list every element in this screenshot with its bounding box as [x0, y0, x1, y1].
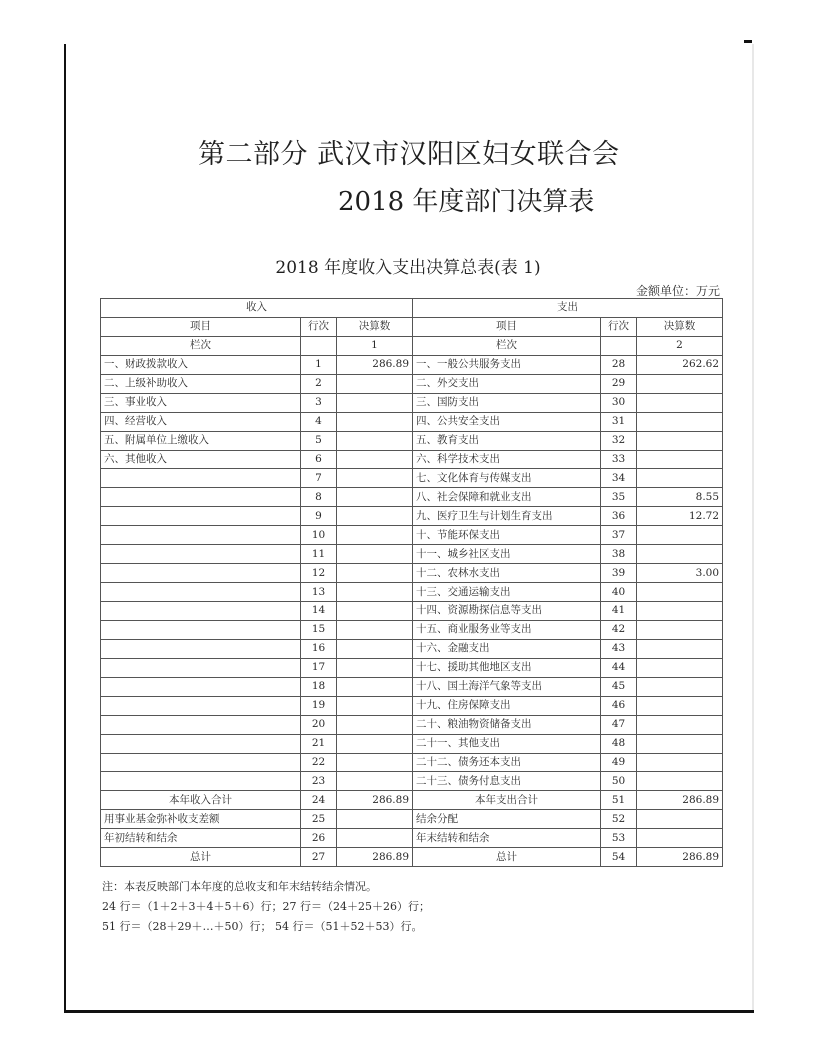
table-row — [101, 469, 723, 488]
income-rowno-cell: 7 — [301, 469, 337, 488]
scan-page-left-edge — [64, 44, 66, 1012]
income-section-header: 收入 — [101, 299, 413, 318]
expense-summary-item-cell: 年末结转和结余 — [413, 829, 601, 848]
income-item-cell — [101, 734, 301, 753]
income-amount-cell — [337, 450, 413, 469]
table-title: 2018 年度收入支出决算总表(表 1) — [275, 258, 541, 278]
income-amount-cell — [337, 469, 413, 488]
table-row — [101, 412, 723, 431]
income-amount-cell — [337, 734, 413, 753]
table-row — [101, 564, 723, 583]
expense-amount-cell — [637, 753, 723, 772]
income-item-cell: 六、其他收入 — [101, 450, 301, 469]
income-amount-cell — [337, 393, 413, 412]
expense-item-cell: 二、外交支出 — [413, 374, 601, 393]
expense-summary-amount-cell: 286.89 — [637, 791, 723, 810]
expense-amount-header: 决算数 — [637, 317, 723, 336]
expense-item-cell: 二十二、债务还本支出 — [413, 753, 601, 772]
expense-item-cell: 二十一、其他支出 — [413, 734, 601, 753]
expense-item-cell: 七、文化体育与传媒支出 — [413, 469, 601, 488]
scan-corner-mark — [744, 40, 752, 43]
income-item-cell — [101, 715, 301, 734]
income-summary-amount-cell — [337, 829, 413, 848]
expense-amount-cell — [637, 431, 723, 450]
income-amount-cell — [337, 431, 413, 450]
income-rowno-header: 行次 — [301, 317, 337, 336]
document-subtitle: 2018 年度部门决算表 — [338, 187, 595, 217]
expense-rowno-cell: 38 — [601, 545, 637, 564]
income-summary-item-cell: 年初结转和结余 — [101, 829, 301, 848]
income-amount-cell — [337, 507, 413, 526]
expense-summary-item-cell: 结余分配 — [413, 810, 601, 829]
income-item-cell — [101, 677, 301, 696]
expense-amount-cell — [637, 469, 723, 488]
table-row — [101, 715, 723, 734]
expense-amount-cell — [637, 696, 723, 715]
header-row-sections — [101, 299, 723, 318]
expense-rowno-cell: 32 — [601, 431, 637, 450]
summary-row — [101, 791, 723, 810]
table-row — [101, 450, 723, 469]
table-row — [101, 696, 723, 715]
expense-rowno-cell: 42 — [601, 620, 637, 639]
expense-rowno-blank — [601, 336, 637, 355]
expense-rowno-cell: 39 — [601, 564, 637, 583]
income-item-cell — [101, 602, 301, 621]
income-amount-cell — [337, 564, 413, 583]
expense-item-header: 项目 — [413, 317, 601, 336]
expense-amount-cell — [637, 545, 723, 564]
income-item-cell: 五、附属单位上缴收入 — [101, 431, 301, 450]
expense-rowno-cell: 45 — [601, 677, 637, 696]
expense-summary-rowno-cell: 51 — [601, 791, 637, 810]
table-row — [101, 431, 723, 450]
table-row — [101, 658, 723, 677]
income-rowno-blank — [301, 336, 337, 355]
income-column-number: 1 — [337, 336, 413, 355]
expense-item-cell: 十三、交通运输支出 — [413, 583, 601, 602]
income-item-cell: 一、财政拨款收入 — [101, 355, 301, 374]
table-row — [101, 393, 723, 412]
expense-item-cell: 十一、城乡社区支出 — [413, 545, 601, 564]
income-amount-cell — [337, 753, 413, 772]
expense-rowno-cell: 33 — [601, 450, 637, 469]
expense-item-cell: 十九、住房保障支出 — [413, 696, 601, 715]
income-amount-cell — [337, 374, 413, 393]
income-amount-cell — [337, 658, 413, 677]
expense-item-cell: 一、一般公共服务支出 — [413, 355, 601, 374]
income-item-cell — [101, 469, 301, 488]
income-rowno-cell: 11 — [301, 545, 337, 564]
document-title: 第二部分 武汉市汉阳区妇女联合会 — [198, 139, 620, 170]
expense-amount-cell: 12.72 — [637, 507, 723, 526]
income-summary-amount-cell — [337, 810, 413, 829]
expense-item-cell: 三、国防支出 — [413, 393, 601, 412]
table-row — [101, 639, 723, 658]
header-row-columns — [101, 317, 723, 336]
expense-amount-cell — [637, 450, 723, 469]
income-amount-cell — [337, 602, 413, 621]
expense-item-cell: 十、节能环保支出 — [413, 526, 601, 545]
expense-summary-amount-cell: 286.89 — [637, 848, 723, 867]
scan-page-bottom-edge — [64, 1010, 754, 1013]
income-amount-cell — [337, 772, 413, 791]
table-row — [101, 677, 723, 696]
table-row — [101, 620, 723, 639]
income-summary-rowno-cell: 27 — [301, 848, 337, 867]
table-row — [101, 374, 723, 393]
income-summary-rowno-cell: 26 — [301, 829, 337, 848]
income-item-cell: 二、上级补助收入 — [101, 374, 301, 393]
expense-amount-cell: 8.55 — [637, 488, 723, 507]
income-summary-amount-cell: 286.89 — [337, 848, 413, 867]
expense-rowno-cell: 50 — [601, 772, 637, 791]
income-rowno-cell: 17 — [301, 658, 337, 677]
income-rowno-cell: 15 — [301, 620, 337, 639]
expense-rowno-cell: 29 — [601, 374, 637, 393]
budget-summary-table — [100, 298, 723, 867]
income-item-cell — [101, 507, 301, 526]
expense-section-header: 支出 — [413, 299, 723, 318]
expense-amount-cell — [637, 412, 723, 431]
income-rowno-cell: 9 — [301, 507, 337, 526]
expense-amount-cell — [637, 374, 723, 393]
expense-item-cell: 十四、资源勘探信息等支出 — [413, 602, 601, 621]
income-amount-header: 决算数 — [337, 317, 413, 336]
expense-item-cell: 十七、援助其他地区支出 — [413, 658, 601, 677]
income-rowno-cell: 8 — [301, 488, 337, 507]
expense-item-cell: 四、公共安全支出 — [413, 412, 601, 431]
expense-summary-rowno-cell: 52 — [601, 810, 637, 829]
income-summary-rowno-cell: 24 — [301, 791, 337, 810]
income-rowno-cell: 16 — [301, 639, 337, 658]
income-summary-rowno-cell: 25 — [301, 810, 337, 829]
expense-column-label: 栏次 — [413, 336, 601, 355]
income-amount-cell — [337, 715, 413, 734]
table-row — [101, 526, 723, 545]
expense-amount-cell — [637, 639, 723, 658]
header-row-column-index — [101, 336, 723, 355]
expense-amount-cell: 262.62 — [637, 355, 723, 374]
income-amount-cell — [337, 412, 413, 431]
table-notes — [102, 877, 722, 937]
income-item-cell — [101, 658, 301, 677]
note-line: 51 行＝（28＋29＋…＋50）行； 54 行＝（51＋52＋53）行。 — [102, 920, 423, 933]
expense-rowno-cell: 36 — [601, 507, 637, 526]
income-amount-cell — [337, 583, 413, 602]
expense-summary-amount-cell — [637, 829, 723, 848]
expense-item-cell: 十五、商业服务业等支出 — [413, 620, 601, 639]
income-amount-cell — [337, 545, 413, 564]
income-amount-cell — [337, 677, 413, 696]
expense-item-cell: 五、教育支出 — [413, 431, 601, 450]
expense-rowno-cell: 37 — [601, 526, 637, 545]
expense-rowno-cell: 30 — [601, 393, 637, 412]
income-rowno-cell: 10 — [301, 526, 337, 545]
expense-item-cell: 十二、农林水支出 — [413, 564, 601, 583]
expense-amount-cell — [637, 620, 723, 639]
income-rowno-cell: 21 — [301, 734, 337, 753]
unit-label: 金额单位：万元 — [635, 284, 720, 298]
table-row — [101, 583, 723, 602]
expense-rowno-cell: 47 — [601, 715, 637, 734]
expense-amount-cell — [637, 602, 723, 621]
expense-rowno-cell: 43 — [601, 639, 637, 658]
expense-amount-cell — [637, 715, 723, 734]
income-item-cell — [101, 639, 301, 658]
income-summary-amount-cell: 286.89 — [337, 791, 413, 810]
summary-row — [101, 829, 723, 848]
income-rowno-cell: 5 — [301, 431, 337, 450]
expense-item-cell: 八、社会保障和就业支出 — [413, 488, 601, 507]
income-item-cell — [101, 753, 301, 772]
expense-amount-cell — [637, 583, 723, 602]
income-rowno-cell: 13 — [301, 583, 337, 602]
income-amount-cell — [337, 639, 413, 658]
expense-item-cell: 九、医疗卫生与计划生育支出 — [413, 507, 601, 526]
income-rowno-cell: 4 — [301, 412, 337, 431]
income-item-header: 项目 — [101, 317, 301, 336]
expense-item-cell: 十六、金融支出 — [413, 639, 601, 658]
income-item-cell — [101, 564, 301, 583]
expense-item-cell: 二十三、债务付息支出 — [413, 772, 601, 791]
expense-rowno-header: 行次 — [601, 317, 637, 336]
income-summary-item-cell: 本年收入合计 — [101, 791, 301, 810]
expense-rowno-cell: 34 — [601, 469, 637, 488]
income-rowno-cell: 6 — [301, 450, 337, 469]
income-item-cell — [101, 583, 301, 602]
income-rowno-cell: 18 — [301, 677, 337, 696]
expense-rowno-cell: 40 — [601, 583, 637, 602]
income-rowno-cell: 3 — [301, 393, 337, 412]
expense-item-cell: 六、科学技术支出 — [413, 450, 601, 469]
expense-summary-item-cell: 总计 — [413, 848, 601, 867]
expense-amount-cell — [637, 658, 723, 677]
scan-page-right-edge — [752, 44, 754, 1012]
table-row — [101, 753, 723, 772]
expense-amount-cell — [637, 772, 723, 791]
note-line: 24 行＝（1＋2＋3＋4＋5＋6）行；27 行＝（24＋25＋26）行； — [102, 900, 430, 913]
income-item-cell — [101, 545, 301, 564]
income-amount-cell: 286.89 — [337, 355, 413, 374]
table-row — [101, 488, 723, 507]
expense-rowno-cell: 49 — [601, 753, 637, 772]
table-row — [101, 507, 723, 526]
income-rowno-cell: 14 — [301, 602, 337, 621]
income-amount-cell — [337, 620, 413, 639]
expense-summary-rowno-cell: 53 — [601, 829, 637, 848]
expense-amount-cell — [637, 526, 723, 545]
income-item-cell — [101, 620, 301, 639]
income-rowno-cell: 19 — [301, 696, 337, 715]
expense-amount-cell — [637, 393, 723, 412]
income-summary-item-cell: 用事业基金弥补收支差额 — [101, 810, 301, 829]
expense-summary-amount-cell — [637, 810, 723, 829]
table-row — [101, 734, 723, 753]
table-row — [101, 772, 723, 791]
expense-amount-cell — [637, 734, 723, 753]
income-rowno-cell: 1 — [301, 355, 337, 374]
income-amount-cell — [337, 696, 413, 715]
expense-rowno-cell: 48 — [601, 734, 637, 753]
expense-rowno-cell: 28 — [601, 355, 637, 374]
expense-rowno-cell: 44 — [601, 658, 637, 677]
income-rowno-cell: 22 — [301, 753, 337, 772]
income-item-cell — [101, 526, 301, 545]
income-rowno-cell: 23 — [301, 772, 337, 791]
table-row — [101, 355, 723, 374]
expense-rowno-cell: 35 — [601, 488, 637, 507]
income-amount-cell — [337, 526, 413, 545]
expense-item-cell: 二十、粮油物资储备支出 — [413, 715, 601, 734]
income-column-label: 栏次 — [101, 336, 301, 355]
income-item-cell — [101, 772, 301, 791]
income-item-cell — [101, 488, 301, 507]
summary-row — [101, 848, 723, 867]
expense-summary-rowno-cell: 54 — [601, 848, 637, 867]
income-item-cell: 三、事业收入 — [101, 393, 301, 412]
income-item-cell — [101, 696, 301, 715]
table-row — [101, 602, 723, 621]
income-rowno-cell: 2 — [301, 374, 337, 393]
expense-column-number: 2 — [637, 336, 723, 355]
expense-amount-cell: 3.00 — [637, 564, 723, 583]
note-line: 注：本表反映部门本年度的总收支和年末结转结余情况。 — [102, 880, 377, 893]
income-rowno-cell: 20 — [301, 715, 337, 734]
expense-rowno-cell: 46 — [601, 696, 637, 715]
expense-rowno-cell: 31 — [601, 412, 637, 431]
income-item-cell: 四、经营收入 — [101, 412, 301, 431]
summary-row — [101, 810, 723, 829]
expense-amount-cell — [637, 677, 723, 696]
table-row — [101, 545, 723, 564]
income-rowno-cell: 12 — [301, 564, 337, 583]
income-amount-cell — [337, 488, 413, 507]
expense-item-cell: 十八、国土海洋气象等支出 — [413, 677, 601, 696]
expense-rowno-cell: 41 — [601, 602, 637, 621]
expense-summary-item-cell: 本年支出合计 — [413, 791, 601, 810]
income-summary-item-cell: 总计 — [101, 848, 301, 867]
